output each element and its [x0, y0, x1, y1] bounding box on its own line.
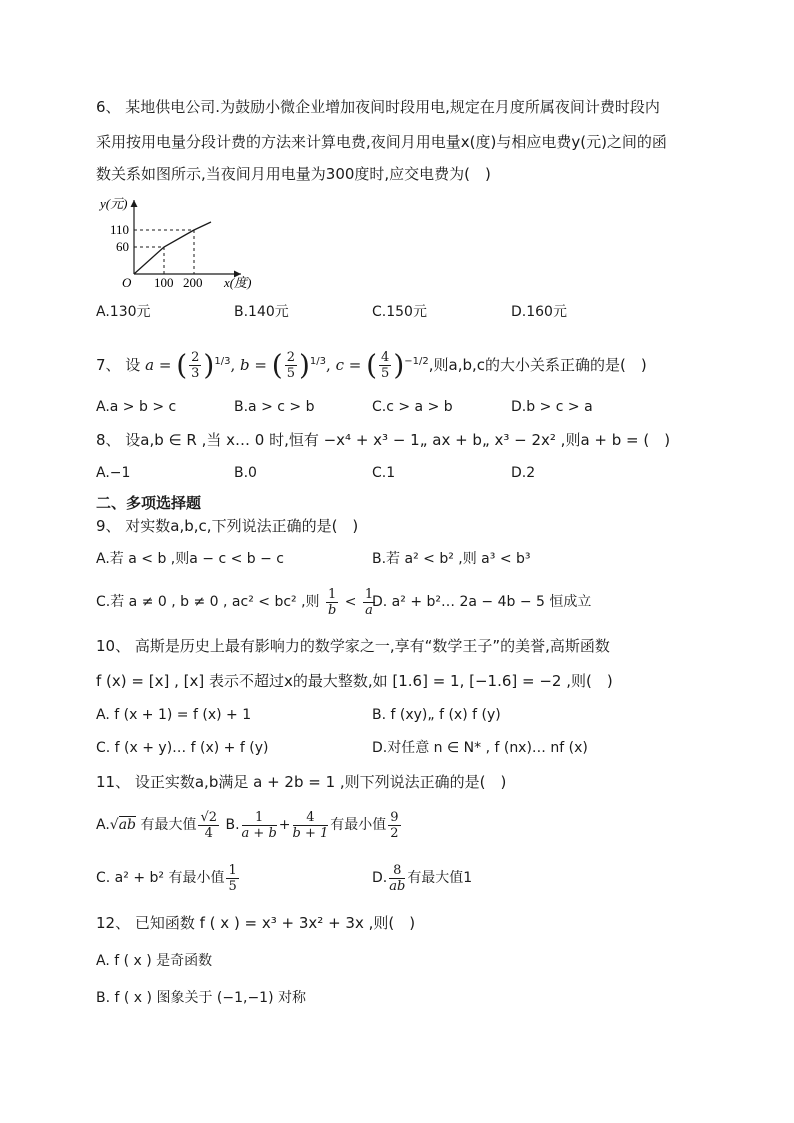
q8-option-a: A.−1	[96, 465, 131, 481]
q7-option-d: D.b > c > a	[511, 399, 593, 415]
q9-option-a: A.若 a < b ,则a − c < b − c	[96, 551, 284, 567]
q9-option-d: D. a² + b²… 2a − 4b − 5 恒成立	[372, 594, 592, 610]
q7-prefix: 7、 设	[96, 356, 141, 374]
q6-line1: 6、 某地供电公司.为鼓励小微企业增加夜间时段用电,规定在月度所属夜间计费时段内	[96, 98, 660, 116]
q11-option-d-text: 有最大值1	[407, 870, 473, 886]
q6-line2: 采用按用电量分段计费的方法来计算电费,夜间月用电量x(度)与相应电费y(元)之间的函	[96, 133, 667, 151]
q8-option-d: D.2	[511, 465, 536, 481]
q6-option-c: C.150元	[372, 304, 427, 320]
q11-option-d-label: D.	[372, 870, 388, 886]
q12-text: 12、 已知函数 f ( x ) = x³ + 3x² + 3x ,则( )	[96, 914, 416, 932]
q8-option-c: C.1	[372, 465, 396, 481]
q10-option-a: A. f (x + 1) = f (x) + 1	[96, 707, 252, 723]
x-tick-200: 200	[183, 275, 203, 290]
q6-option-d: D.160元	[511, 304, 567, 320]
q10-line1: 10、 高斯是历史上最有影响力的数学家之一,享有“数学王子”的美誉,高斯函数	[96, 637, 610, 655]
q11-option-c: C. a² + b² 有最小值 $\frac{1}{5}$	[96, 862, 237, 894]
q11-option-ab: A.√ab 有最大值 $\frac{√2}{4}$ B. $\frac{1}{a + b}$ + $\frac{4}{b + 1}$ 有最小值 $\frac{9}{2}$	[96, 809, 399, 841]
q6-graph	[96, 192, 266, 292]
q11-text: 11、 设正实数a,b满足 a + 2b = 1 ,则下列说法正确的是( )	[96, 773, 507, 791]
q12-option-a: A. f ( x ) 是奇函数	[96, 953, 213, 969]
y-tick-110: 110	[110, 222, 130, 237]
q11-option-c-text: C. a² + b² 有最小值	[96, 870, 225, 886]
q11-option-b-label: B.	[225, 817, 240, 833]
q7-suffix: ,则a,b,c的大小关系正确的是( )	[428, 356, 647, 374]
q7-option-b: B.a > c > b	[234, 399, 315, 415]
origin-label: O	[122, 275, 132, 290]
q10-option-b: B. f (xy)„ f (x) f (y)	[372, 707, 501, 723]
q10-option-c: C. f (x + y)… f (x) + f (y)	[96, 740, 269, 756]
section-title: 二、多项选择题	[96, 494, 202, 512]
q6-option-b: B.140元	[234, 304, 289, 320]
q7-option-a: A.a > b > c	[96, 399, 177, 415]
q11-option-d: D. $\frac{8}{ab}$ 有最大值1	[372, 862, 473, 894]
q11-option-b-text: 有最小值	[330, 817, 387, 833]
q9-option-b: B.若 a² < b² ,则 a³ < b³	[372, 551, 531, 567]
q10-line2: f (x) = [x] , [x] 表示不超过x的最大整数,如 [1.6] = 1, [−1.6] = −2 ,则( )	[96, 672, 613, 690]
y-tick-60: 60	[116, 239, 129, 254]
y-axis-label: y(元)	[100, 196, 128, 211]
q11-option-a-label: A.	[96, 817, 110, 833]
q7-option-c: C.c > a > b	[372, 399, 453, 415]
q9-option-c: C.若 a ≠ 0 , b ≠ 0 , ac² < bc² ,则 $\frac{1}{b}$ < $\frac{1}{a}$	[96, 586, 374, 618]
q11-option-a-text: 有最大值	[140, 817, 197, 833]
q8-option-b: B.0	[234, 465, 257, 481]
q12-option-b: B. f ( x ) 图象关于 (−1,−1) 对称	[96, 990, 306, 1006]
q9-option-c-text: C.若 a ≠ 0 , b ≠ 0 , ac² < bc² ,则	[96, 594, 320, 610]
q6-line3: 数关系如图所示,当夜间月用电量为300度时,应交电费为( )	[96, 165, 491, 183]
q7-line: 7、 设 a = ( $\frac{2}{3}$ )$^{1/3}$, b = ( $\frac{2}{5}$ )$^{1/3}$, c = ( $\frac{4}{5}$ )$^{-1/2}$,则a,b,c的大小关系正确的是( )	[96, 348, 647, 382]
x-tick-100: 100	[154, 275, 174, 290]
q9-text: 9、 对实数a,b,c,下列说法正确的是( )	[96, 517, 359, 535]
q8-text: 8、 设a,b ∈ R ,当 x… 0 时,恒有 −x⁴ + x³ − 1„ ax + b„ x³ − 2x² ,则a + b = ( )	[96, 431, 671, 449]
q10-option-d: D.对任意 n ∈ N* , f (nx)… nf (x)	[372, 740, 588, 756]
x-axis-label: x(度)	[224, 275, 252, 290]
q6-option-a: A.130元	[96, 304, 151, 320]
